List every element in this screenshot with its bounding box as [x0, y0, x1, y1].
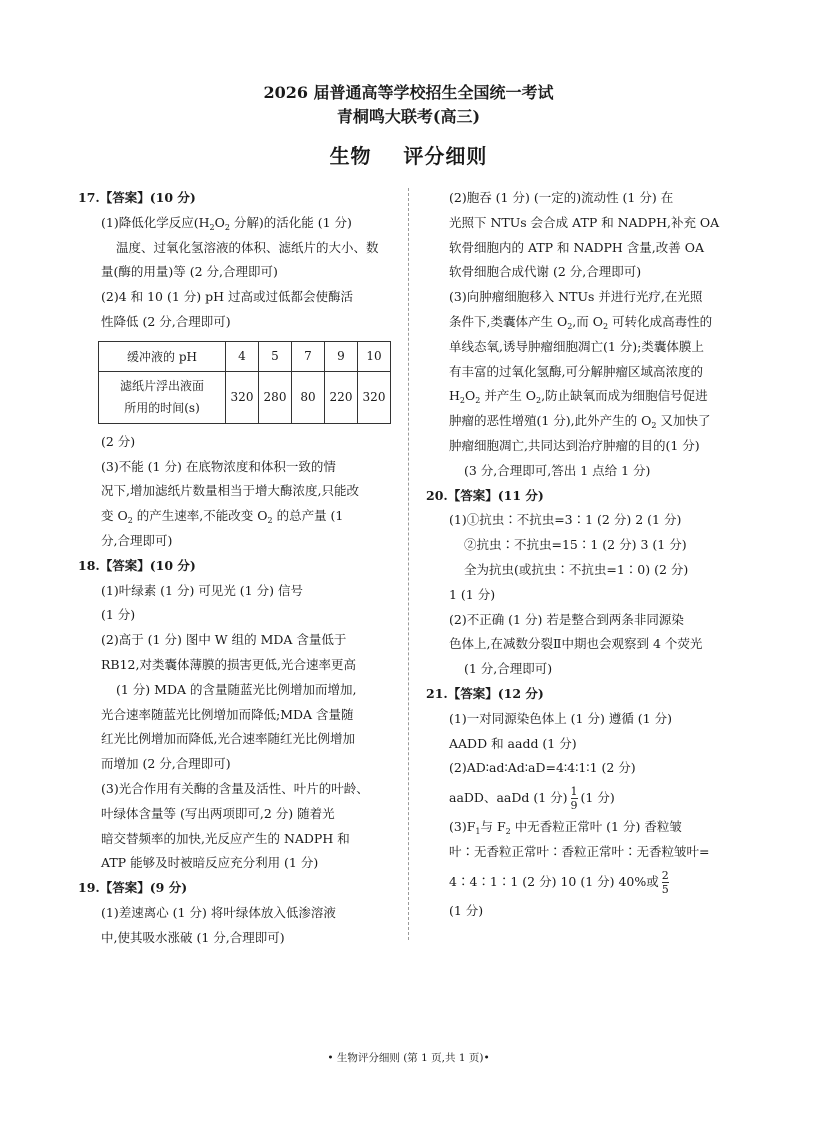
q18-line: 暗交替频率的加快,光反应产生的 NADPH 和 [101, 830, 350, 846]
q17-line: 性降低 (2 分,合理即可) [101, 313, 231, 329]
q20-line: ②抗虫∶不抗虫=15∶1 (2 分) 3 (1 分) [464, 537, 687, 553]
q21-line: AADD 和 aadd (1 分) [449, 735, 577, 751]
q17-line: 量(酶的用量)等 (2 分,合理即可) [101, 264, 278, 280]
table-cell: 10 [358, 341, 391, 371]
exam-subtitle: 青桐鸣大联考(高三) [336, 107, 481, 126]
column-divider [408, 188, 409, 940]
q21-line: (1 分) [449, 902, 484, 918]
q18-line: 光合速率随蓝光比例增加而降低;MDA 含量随 [101, 706, 354, 722]
q17-line: 温度、过氧化氢溶液的体积、滤纸片的大小、数 [116, 239, 379, 255]
table-cell: 7 [292, 341, 325, 371]
table-cell: 280 [259, 371, 292, 423]
q19-line: $H_2O_2$ 并产生 $O_2$,防止缺氧而成为细胞信号促进 [449, 388, 708, 406]
q18-line: 叶绿体含量等 (写出两项即可,2 分) 随着光 [101, 805, 335, 821]
q18-line: (1 分) [101, 607, 136, 623]
table-cell: 320 [226, 371, 259, 423]
table-header-cell: 滤纸片浮出液面 所用的时间(s) [99, 371, 226, 423]
q18-line: ATP 能够及时被暗反应充分利用 (1 分) [101, 855, 319, 871]
q18-line: (2)高于 (1 分) 图中 W 组的 MDA 含量低于 [101, 632, 347, 648]
q17-line: (3)不能 (1 分) 在底物浓度和体积一致的情 [101, 458, 336, 474]
q21-heading: 21.【答案】(12 分) [426, 685, 544, 701]
q17-line: 分,合理即可) [101, 532, 173, 548]
q19-heading: 19.【答案】(9 分) [78, 880, 188, 896]
exam-title: 2026 届普通高等学校招生全国统一考试 [263, 83, 554, 102]
q20-heading: 20.【答案】(11 分) [426, 487, 544, 503]
q20-line: 色体上,在减数分裂Ⅱ中期也会观察到 4 个荧光 [449, 636, 703, 652]
q17-line: 变 $O_2$ 的产生速率,不能改变 $O_2$ 的总产量 (1 [101, 508, 344, 526]
ph-time-table [98, 341, 391, 424]
document-title: 生物 评分细则 [329, 144, 488, 168]
q19-line: (3)向肿瘤细胞移入 NTUs 并进行光疗,在光照 [449, 289, 703, 305]
q21-line: 叶∶无香粒正常叶∶香粒正常叶∶无香粒皱叶= [449, 843, 710, 859]
q19-line: 光照下 NTUs 会合成 ATP 和 NADPH,补充 OA [449, 214, 720, 230]
table-cell: 5 [259, 341, 292, 371]
right-column [426, 186, 744, 924]
q19-line: 有丰富的过氧化氢酶,可分解肿瘤区域高浓度的 [449, 363, 703, 379]
q17-line: (2 分) [101, 433, 136, 449]
fraction-one-ninth: $\frac{1}{9}$ [570, 785, 578, 813]
q21-line: (2)AD∶ad∶Ad∶aD=4∶4∶1∶1 (2 分) [449, 760, 636, 776]
q21-line: 4∶4∶1∶1 (2 分) 10 (1 分) 40%或 $\frac{2}{5}$ [449, 868, 669, 896]
q17-line: (2)4 和 10 (1 分) pH 过高或过低都会使酶活 [101, 289, 354, 305]
q18-line: (3)光合作用有关酶的含量及活性、叶片的叶龄、 [101, 780, 369, 796]
q19-line: 软骨细胞合成代谢 (2 分,合理即可) [449, 264, 642, 280]
q19-line: 软骨细胞内的 ATP 和 NADPH 含量,改善 OA [449, 239, 705, 255]
left-column [78, 186, 394, 951]
q17-line: 况下,增加滤纸片数量相当于增大酶浓度,只能改 [101, 483, 359, 499]
q18-heading: 18.【答案】(10 分) [78, 557, 196, 573]
q21-line: aaDD、aaDd (1 分) $\frac{1}{9}$ (1 分) [449, 785, 615, 813]
q19-line: (1)差速离心 (1 分) 将叶绿体放入低渗溶液 [101, 904, 336, 920]
q18-line: (1)叶绿素 (1 分) 可见光 (1 分) 信号 [101, 582, 303, 598]
q21-line: (1)一对同源染色体上 (1 分) 遵循 (1 分) [449, 710, 672, 726]
q17-line: (1)降低化学反应($H_2O_2$ 分解)的活化能 (1 分) [101, 214, 352, 232]
table-cell: 320 [358, 371, 391, 423]
q19-line: 肿瘤细胞凋亡,共同达到治疗肿瘤的目的(1 分) [449, 437, 700, 453]
q20-line: (1 分,合理即可) [464, 661, 553, 677]
q19-line: 单线态氧,诱导肿瘤细胞凋亡(1 分);类囊体膜上 [449, 338, 704, 354]
q19-line: (3 分,合理即可,答出 1 点给 1 分) [464, 462, 651, 478]
table-header-cell: 缓冲液的 pH [99, 341, 226, 371]
q19-line: 中,使其吸水涨破 (1 分,合理即可) [101, 929, 285, 945]
q19-line: (2)胞吞 (1 分) (一定的)流动性 (1 分) 在 [449, 190, 674, 205]
q20-line: 1 (1 分) [449, 586, 496, 602]
page-footer: • 生物评分细则 (第 1 页,共 1 页)• [327, 1052, 490, 1064]
q18-line: RB12,对类囊体薄膜的损害更低,光合速率更高 [101, 656, 356, 672]
q18-line: (1 分) MDA 的含量随蓝光比例增加而增加, [116, 681, 357, 697]
q18-line: 而增加 (2 分,合理即可) [101, 756, 231, 772]
q19-line: 肿瘤的恶性增殖(1 分),此外产生的 $O_2$ 又加快了 [449, 413, 711, 431]
q18-line: 红光比例增加而降低,光合速率随红光比例增加 [101, 731, 355, 747]
table-cell: 220 [325, 371, 358, 423]
table-cell: 9 [325, 341, 358, 371]
q20-line: (2)不正确 (1 分) 若是整合到两条非同源染 [449, 611, 684, 627]
fraction-two-fifths: $\frac{2}{5}$ [661, 868, 669, 896]
q17-heading: 17.【答案】(10 分) [78, 190, 196, 205]
q20-line: (1)①抗虫∶不抗虫=3∶1 (2 分) 2 (1 分) [449, 512, 682, 528]
q21-line: $(3)F_1$与 $F_2$ 中无香粒正常叶 (1 分) 香粒皱 [449, 819, 682, 837]
q20-line: 全为抗虫(或抗虫∶不抗虫=1∶0) (2 分) [464, 561, 689, 577]
table-cell: 4 [226, 341, 259, 371]
q19-line: 条件下,类囊体产生 $O_2$,而 $O_2$ 可转化成高毒性的 [449, 313, 713, 331]
table-cell: 80 [292, 371, 325, 423]
